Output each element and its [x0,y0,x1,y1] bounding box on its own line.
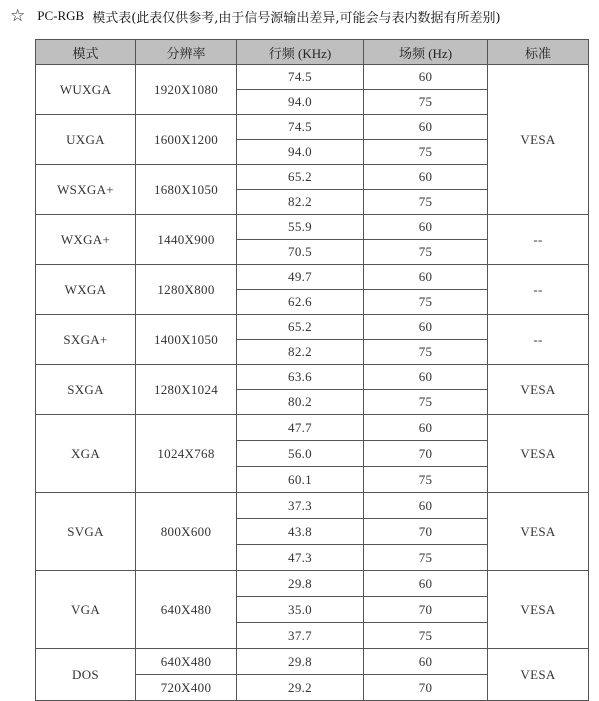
v-freq-cell: 75 [364,190,488,215]
table-row [36,493,589,519]
mode-cell: SXGA [36,365,136,415]
mode-cell: DOS [36,649,136,701]
h-freq-cell: 82.2 [237,340,364,365]
h-freq-cell: 37.3 [237,493,364,519]
h-freq-cell: 74.5 [237,65,364,90]
v-freq-cell: 75 [364,390,488,415]
standard-cell: VESA [488,415,589,493]
mode-cell: WXGA [36,265,136,315]
resolution-cell: 640X480 [136,649,237,675]
heading-description: 模式表(此表仅供参考,由于信号源输出差异,可能会与表内数据有所差别) [92,10,501,26]
v-freq-cell: 70 [364,519,488,545]
header-h-freq: 行频 (KHz) [237,40,364,65]
v-freq-cell: 60 [364,571,488,597]
header-mode: 模式 [36,40,136,65]
v-freq-cell: 60 [364,493,488,519]
v-freq-cell: 75 [364,545,488,571]
v-freq-cell: 60 [364,649,488,675]
h-freq-cell: 49.7 [237,265,364,290]
h-freq-cell: 35.0 [237,597,364,623]
standard-cell: VESA [488,571,589,649]
h-freq-cell: 29.2 [237,675,364,701]
resolution-cell: 1400X1050 [136,315,237,365]
heading-model-label: PC-RGB [37,8,85,23]
v-freq-cell: 75 [364,340,488,365]
standard-cell: VESA [488,65,589,215]
resolution-cell: 1440X900 [136,215,237,265]
h-freq-cell: 60.1 [237,467,364,493]
resolution-cell: 1920X1080 [136,65,237,115]
resolution-cell: 1680X1050 [136,165,237,215]
v-freq-cell: 75 [364,623,488,649]
h-freq-cell: 47.7 [237,415,364,441]
mode-cell: WUXGA [36,65,136,115]
h-freq-cell: 43.8 [237,519,364,545]
table-row [36,365,589,390]
standard-cell: VESA [488,493,589,571]
resolution-cell: 720X400 [136,675,237,701]
h-freq-cell: 94.0 [237,90,364,115]
h-freq-cell: 74.5 [237,115,364,140]
table-row [36,215,589,240]
mode-cell: WSXGA+ [36,165,136,215]
table-row [36,571,589,597]
h-freq-cell: 80.2 [237,390,364,415]
h-freq-cell: 37.7 [237,623,364,649]
v-freq-cell: 70 [364,597,488,623]
h-freq-cell: 94.0 [237,140,364,165]
v-freq-cell: 60 [364,65,488,90]
v-freq-cell: 60 [364,415,488,441]
v-freq-cell: 60 [364,315,488,340]
header-v-freq: 场频 (Hz) [364,40,488,65]
h-freq-cell: 65.2 [237,315,364,340]
resolution-cell: 1280X1024 [136,365,237,415]
table-row [36,315,589,340]
header-resolution: 分辨率 [136,40,237,65]
standard-cell: VESA [488,365,589,415]
table-row [36,65,589,90]
h-freq-cell: 63.6 [237,365,364,390]
mode-cell: XGA [36,415,136,493]
h-freq-cell: 65.2 [237,165,364,190]
mode-cell: VGA [36,571,136,649]
h-freq-cell: 56.0 [237,441,364,467]
v-freq-cell: 75 [364,467,488,493]
table-row [36,649,589,675]
resolution-cell: 1280X800 [136,265,237,315]
v-freq-cell: 60 [364,115,488,140]
table-header-row [36,40,589,65]
h-freq-cell: 62.6 [237,290,364,315]
header-standard: 标准 [488,40,589,65]
page-heading [10,5,501,27]
h-freq-cell: 29.8 [237,571,364,597]
v-freq-cell: 75 [364,290,488,315]
pc-rgb-mode-table [35,39,589,701]
standard-cell: -- [488,265,589,315]
h-freq-cell: 70.5 [237,240,364,265]
table-row [36,415,589,441]
v-freq-cell: 75 [364,240,488,265]
v-freq-cell: 60 [364,265,488,290]
mode-cell: SXGA+ [36,315,136,365]
resolution-cell: 640X480 [136,571,237,649]
standard-cell: -- [488,215,589,265]
star-icon: ☆ [10,6,26,26]
resolution-cell: 1600X1200 [136,115,237,165]
v-freq-cell: 75 [364,90,488,115]
v-freq-cell: 75 [364,140,488,165]
v-freq-cell: 70 [364,441,488,467]
v-freq-cell: 70 [364,675,488,701]
h-freq-cell: 55.9 [237,215,364,240]
h-freq-cell: 29.8 [237,649,364,675]
standard-cell: -- [488,315,589,365]
mode-cell: WXGA+ [36,215,136,265]
standard-cell: VESA [488,649,589,701]
v-freq-cell: 60 [364,365,488,390]
v-freq-cell: 60 [364,215,488,240]
mode-cell: SVGA [36,493,136,571]
h-freq-cell: 82.2 [237,190,364,215]
resolution-cell: 800X600 [136,493,237,571]
table-row [36,265,589,290]
resolution-cell: 1024X768 [136,415,237,493]
h-freq-cell: 47.3 [237,545,364,571]
mode-cell: UXGA [36,115,136,165]
v-freq-cell: 60 [364,165,488,190]
